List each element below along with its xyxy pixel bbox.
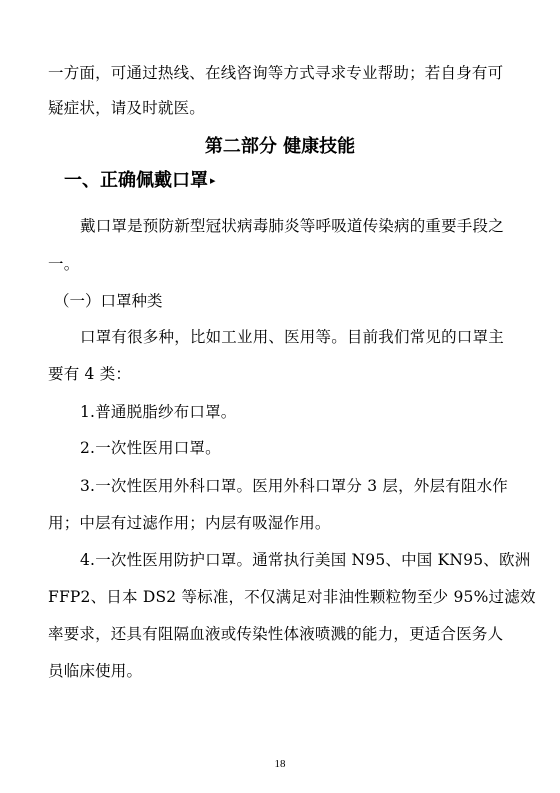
list-item: 1.普通脱脂纱布口罩。	[80, 403, 237, 421]
page-number: 18	[274, 758, 286, 770]
paragraph-line: 一方面，可通过热线、在线咨询等方式寻求专业帮助；若自身有可	[48, 64, 504, 82]
paragraph-line: 员临床使用。	[48, 662, 143, 680]
paragraph-line: 一。	[48, 255, 80, 273]
part-title: 第二部分 健康技能	[204, 136, 356, 157]
section-title	[64, 169, 216, 193]
subsection-title: （一）口罩种类	[54, 292, 163, 310]
list-item: 3.一次性医用外科口罩。医用外科口罩分 3 层，外层有阻水作	[80, 477, 509, 495]
paragraph-line: 疑症状，请及时就医。	[48, 99, 206, 117]
list-item: 2.一次性医用口罩。	[80, 439, 221, 457]
paragraph-line: 戴口罩是预防新型冠状病毒肺炎等呼吸道传染病的重要手段之	[80, 217, 504, 235]
paragraph-line: 率要求，还具有阻隔血液或传染性体液喷溅的能力，更适合医务人	[48, 625, 504, 643]
paragraph-line: 口罩有很多种，比如工业用、医用等。目前我们常见的口罩主	[80, 328, 504, 346]
paragraph-line: FFP2、日本 DS2 等标准，不仅满足对非油性颗粒物至少 95%过滤效	[48, 588, 536, 606]
triangle-pointer-icon: ▸	[210, 174, 216, 187]
section-title-text: 一、正确佩戴口罩	[64, 170, 208, 191]
paragraph-line: 要有 4 类：	[48, 365, 132, 383]
paragraph-line: 用；中层有过滤作用；内层有吸湿作用。	[48, 514, 331, 532]
list-item: 4.一次性医用防护口罩。通常执行美国 N95、中国 KN95、欧洲	[80, 551, 531, 569]
